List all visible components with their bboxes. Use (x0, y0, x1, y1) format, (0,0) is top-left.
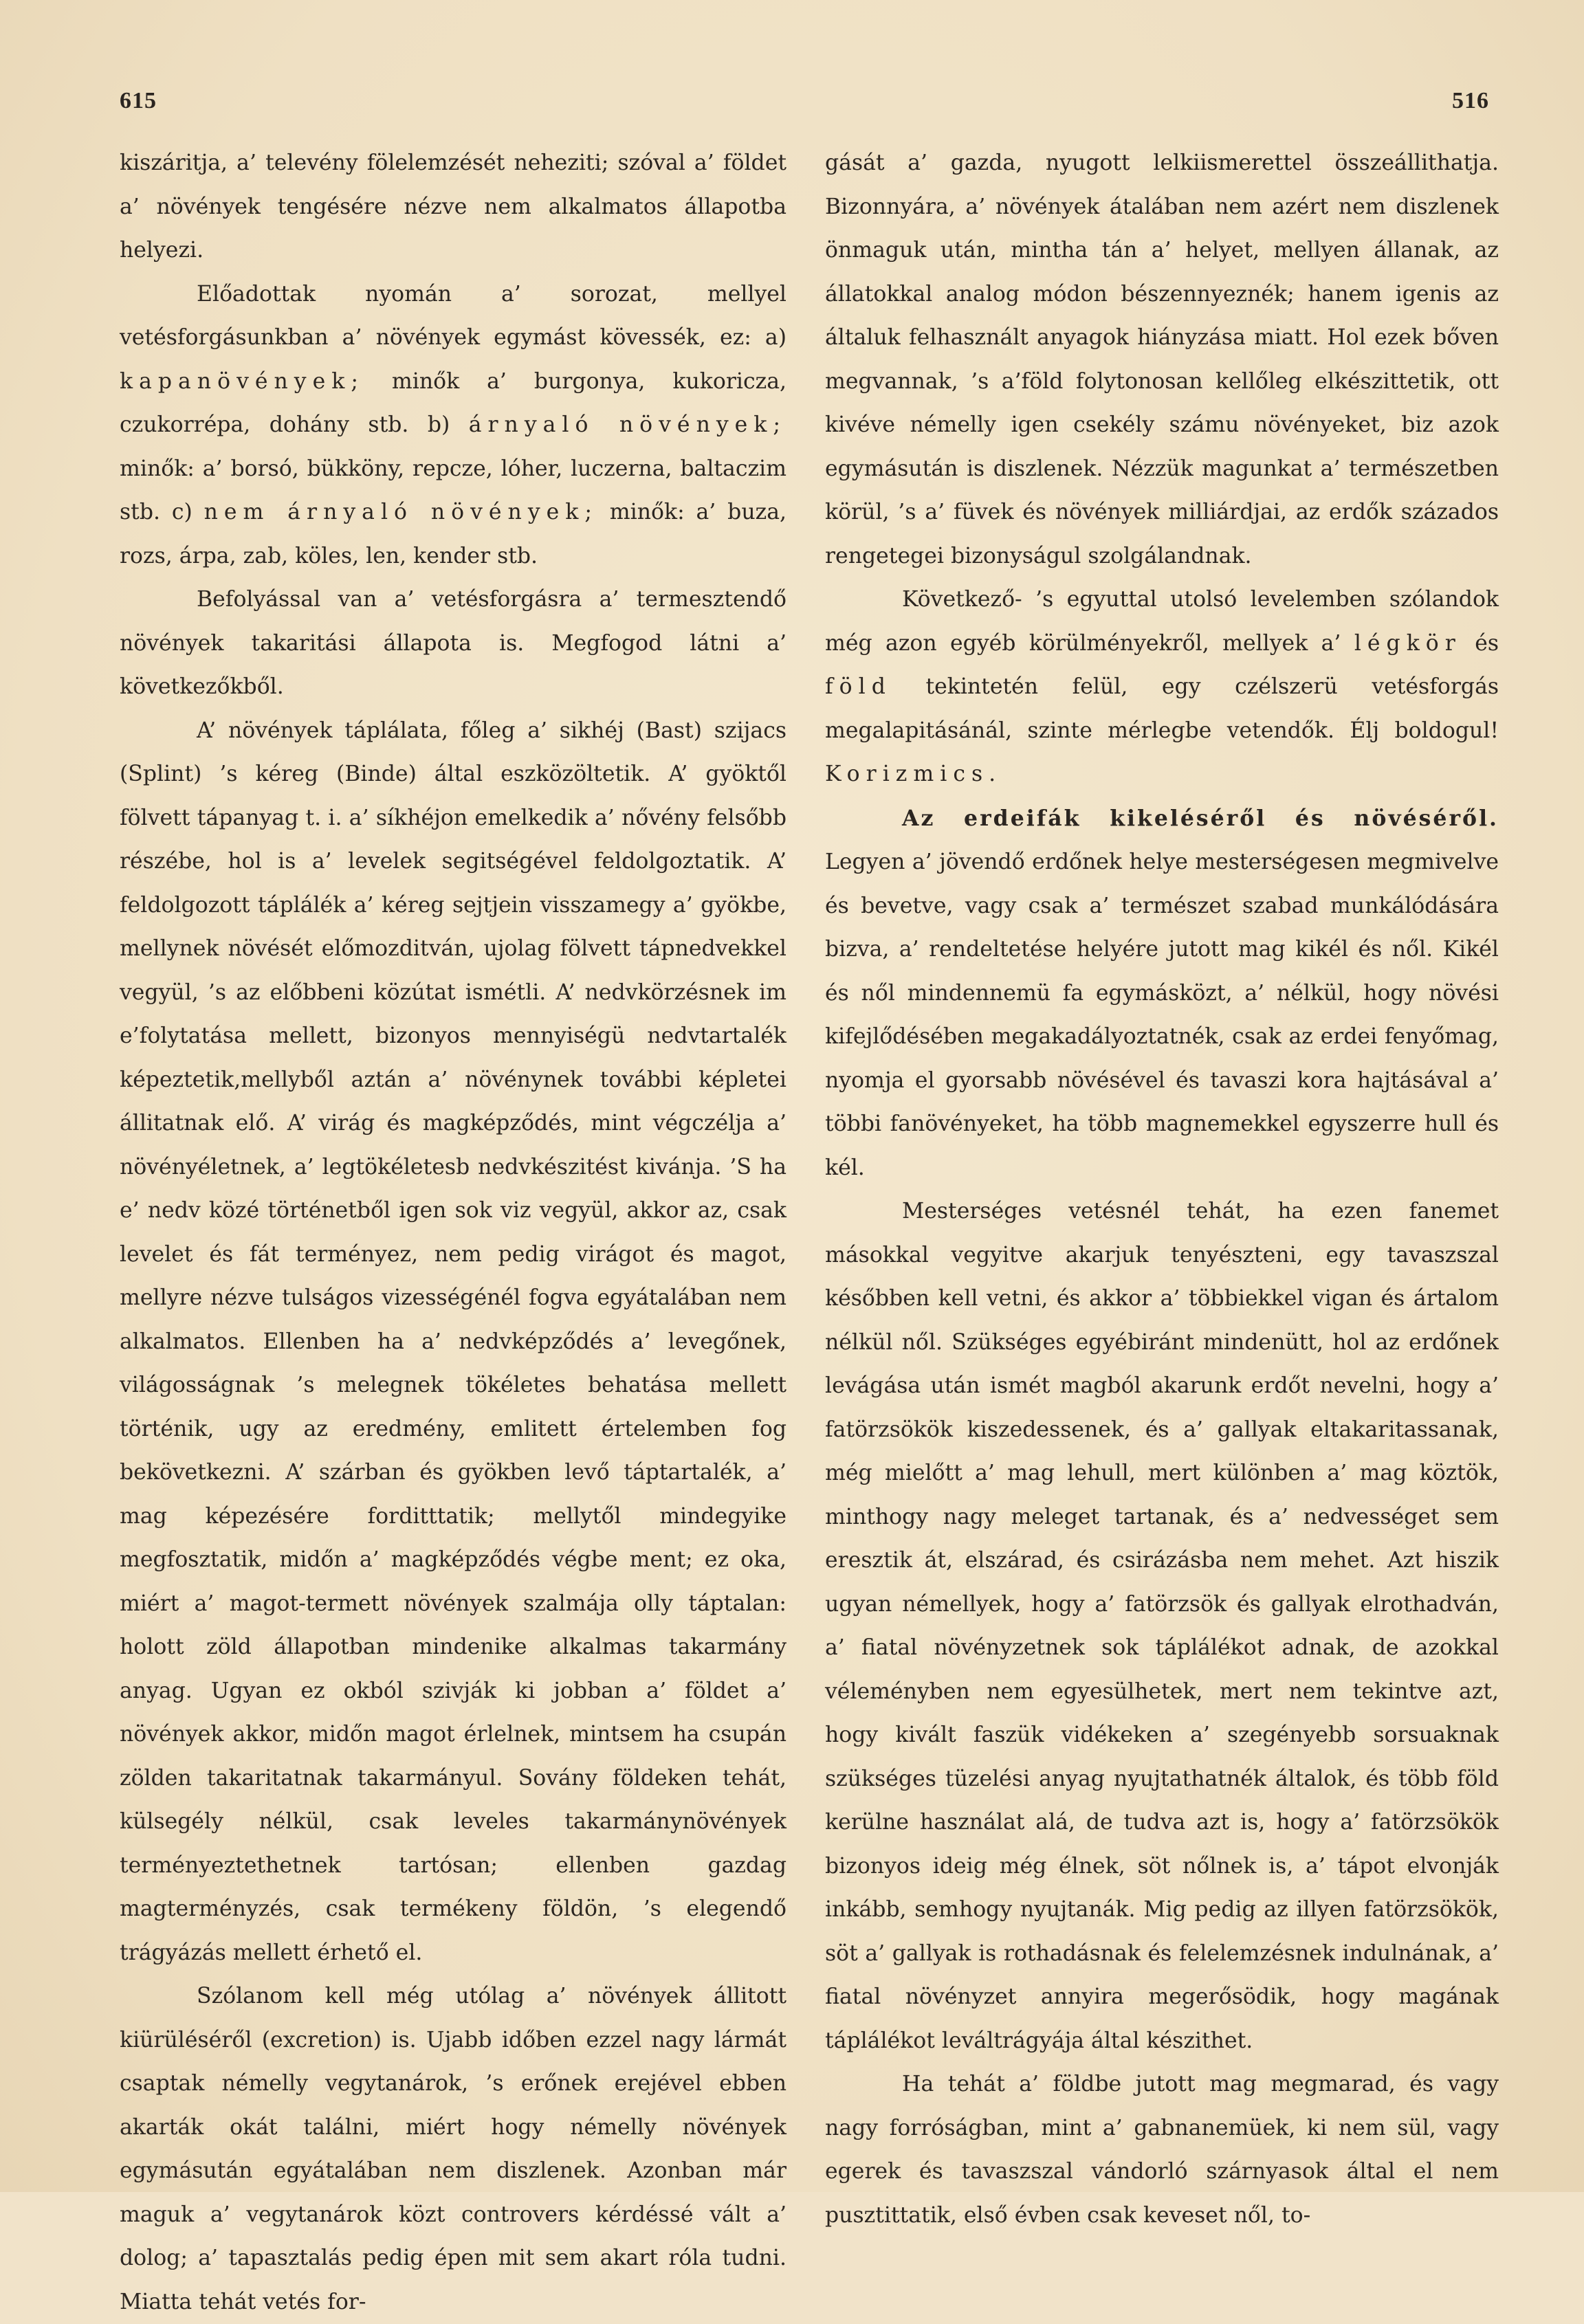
text-run: tekintetén felül, egy czélszerü vetésforgás megalapitásánál, szinte mérlegbe vetendők. Élj boldogul! (825, 674, 1499, 743)
spaced-term: föld (825, 674, 892, 699)
left-paragraph-5: Szólanom kell még utólag a’ növények állitott kiürüléséről (excretion) is. Ujabb időben ezzel nagy lármát csaptak némelly vegytanárok, ’s erőnek erejével ebben akarták okát találni, miért hogy némelly növények egymásután egyátalában nem diszlenek. Azonban már maguk a’ vegytanárok közt controvers kérdéssé vált a’ dolog; a’ tapasztalás pedig épen mit sem akart róla tudni. Miatta tehát vetés for- (120, 1984, 786, 2314)
left-paragraph-2 (120, 273, 786, 579)
text-run: Következő- ’s egyuttal utolsó levelemben szólandok még azon egyéb körülményekről, mellyek a’ (825, 587, 1499, 656)
right-paragraph-1: gását a’ gazda, nyugott lelkiismerettel összeállithatja. Bizonnyára, a’ növények átalában nem azért nem diszlenek önmaguk után, mintha tán a’ helyet, mellyen állanak, az állatokkal analog módon bészennyeznék; hanem igenis az általuk felhasznált anyagok hiányzása miatt. Hol ezek bőven megvannak, ’s a’föld folytonosan kellőleg elkészittetik, ott kivéve némelly igen csekély számu növényeket, biz azok egymásután is diszlenek. Nézzük magunkat a’ természetben körül, ’s a’ füvek és növények milliárdjai, az erdők százados rengetegei bizonyságul szolgálandnak. (825, 151, 1499, 568)
author-signature: Korizmics. (825, 762, 1002, 786)
left-paragraph-1: kiszáritja, a’ televény fölelemzését neheziti; szóval a’ földet a’ növények tengésére nézve nem alkalmatos állapotba helyezi. (120, 151, 786, 263)
text-run: minők a’ burgonya, kukoricza, czukorrépa, dohány stb. b) (120, 368, 786, 437)
spaced-term: nem árnyaló növények; (204, 500, 598, 524)
text-run: és (1475, 630, 1499, 656)
text-run: minők: a’ borsó, bükköny, repcze, lóher, luczerna, baltaczim stb. c) (120, 456, 786, 524)
left-column (120, 142, 786, 2324)
right-column (825, 142, 1499, 2237)
text-run: minők: a’ buza, rozs, árpa, zab, köles, len, kender stb. (120, 500, 787, 568)
right-paragraph-2 (825, 578, 1499, 797)
right-paragraph-5: Ha tehát a’ földbe jutott mag megmarad, és vagy nagy forróságban, mint a’ gabnanemüek, ki nem sül, vagy egerek és tavaszszal vándorló szárnyasok által el nem pusztittatik, első évben csak keveset nől, to- (825, 2072, 1499, 2228)
text-run: Előadottak nyomán a’ sorozat, mellyel vetésforgásunkban a’ növények egymást kövessék, ez: a) (120, 281, 786, 350)
left-paragraph-3: Befolyással van a’ vetésforgásra a’ termesztendő növények takaritási állapota is. Megfogod látni a’ következőkből. (120, 587, 786, 699)
spaced-term: árnyaló növények; (468, 412, 786, 437)
page-number-left: 615 (120, 88, 157, 113)
left-paragraph-4: A’ növények táplálata, főleg a’ sikhéj (Bast) szijacs (Splint) ’s kéreg (Binde) által eszközöltetik. A’ gyöktől fölvett tápanyag t. i. a’ síkhéjon emelkedik a’ nővény felsőbb részébe, hol is a’ levelek segitségével feldolgoztatik. A’ feldolgozott táplálék a’ kéreg sejtjein visszamegy a’ gyökbe, mellynek növését előmozditván, ujolag fölvett tápnedvekkel vegyül, ’s az előbbeni közútat ismétli. A’ nedvkörzésnek im e’folytatása mellett, bizonyos mennyiségü nedvtartalék képeztetik,mellyből aztán a’ növénynek további képletei állitatnak elő. A’ virág és magképződés, mint végczélja a’ növényéletnek, a’ legtökéletesb nedvkészitést kivánja. ’S ha e’ nedv közé történetből igen sok viz vegyül, akkor az, csak levelet és fát terményez, nem pedig virágot és magot, mellyre nézve tulságos vizességénél fogva egyátalában nem alkalmatos. Ellenben ha a’ nedvképződés a’ levegőnek, világosságnak ’s melegnek tökéletes behatása mellett történik, ugy az eredmény, emlitett értelemben fog bekövetkezni. A’ szárban és gyökben levő táptartalék, a’ mag képezésére forditttatik; mellytől mindegyike megfosztatik, midőn a’ magképződés végbe ment; ez oka, miért a’ magot-termett növények szalmája olly táptalan: holott zöld állapotban mindenike alkalmas takarmány anyag. Ugyan ez okból szivják ki jobban a’ földet a’ növények akkor, midőn magot érlelnek, mintsem ha csupán zölden takaritatnak takarmányul. Sovány földeken tehát, külsegély nélkül, csak leveles takarmánynövények terményeztethetnek tartósan; ellenben gazdag magterményzés, csak termékeny földön, ’s elegendő trágyázás mellett érhető el. (120, 718, 786, 1965)
text-run: Legyen a’ jövendő erdőnek helye mesterségesen megmivelve és bevetve, vagy csak a’ természet szabad munkálódására bizva, a’ rendeltetése helyére jutott mag kikél és nől. Kikél és nől mindennemü fa egymásközt, a’ nélkül, hogy növési kifejlődésében megakadályoztatnék, csak az erdei fenyőmag, nyomja el gyorsabb növésével és tavaszi kora hajtásával a’ többi fanövényeket, ha több magnemekkel egyszerre hull és kél. (825, 850, 1499, 1180)
section-heading: Az erdeifák kikeléséről és növéséről. (902, 805, 1499, 831)
spaced-term: kapanövények; (120, 368, 364, 394)
right-paragraph-3 (825, 797, 1499, 1191)
page-number-right: 516 (1452, 88, 1489, 113)
right-paragraph-4: Mesterséges vetésnél tehát, ha ezen fanemet másokkal vegyitve akarjuk tenyészteni, egy tavaszszal későbben kell vetni, és akkor a’ többiekkel vigan és ártalom nélkül nől. Szükséges egyébiránt mindenütt, hol az erdőnek levágása után ismét magból akarunk erdőt nevelni, hogy a’ fatörzsökök kiszedessenek, és a’ gallyak eltakaritassanak, még mielőtt a’ mag lehull, mert különben a’ mag köztök, minthogy nagy meleget tartanak, és a’ nedvességet sem eresztik át, elszárad, és csirázásba nem mehet. Azt hiszik ugyan némellyek, hogy a’ fatörzsök és gallyak elrothadván, a’ fiatal növényzetnek sok táplálékot adnak, de azokkal véleményben nem egyesülhetek, mert nem tekintve azt, hogy kivált faszük vidékeken a’ szegényebb sorsuaknak szükséges tüzelési anyag nyujtathatnék általok, és több föld kerülne használat alá, de tudva azt is, hogy a’ fatörzsökök bizonyos ideig még élnek, söt nőlnek is, a’ tápot elvonják inkább, semhogy nyujtanák. Mig pedig az illyen fatörzsökök, söt a’ gallyak is rothadásnak és felelemzésnek indulnának, a’ fiatal növényzet annyira megerősödik, hogy magának táplálékot leváltrágyája által készithet. (825, 1199, 1499, 2053)
spaced-term: légkör (1354, 630, 1462, 656)
